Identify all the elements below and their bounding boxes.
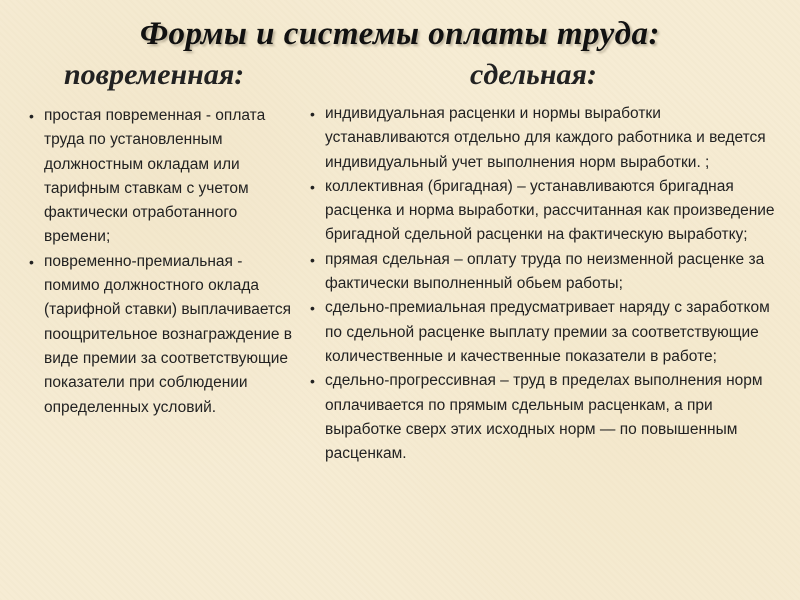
slide-title: Формы и системы оплаты труда: [140,16,660,52]
list-item: • сдельно-премиальная предусматривает наряду с заработком по сдельной расценке выплату премии за соответствующие количественные и качественные показатели в работе; [309,296,777,369]
time-based-list [28,104,296,420]
list-item: • индивидуальная расценки и нормы выработки устанавливаются отдельно для каждого работника и ведется индивидуальный учет выполнения норм выработки. ; [309,102,777,175]
list-item: • повременно-премиальная - помимо должностного оклада (тарифной ставки) выплачивается поощрительное вознаграждение в виде премии за соответствующие показатели при соблюдении определенных условий. [28,250,296,420]
list-item: • сдельно-прогрессивная – труд в пределах выполнения норм оплачивается по прямым сдельным расценкам, а при выработке сверх этих исходных норм — по повышенным расценкам. [309,369,777,466]
list-item: • простая повременная - оплата труда по установленным должностным окладам или тарифным ставкам с учетом фактически отработанного времени; [28,104,296,250]
list-item: • коллективная (бригадная) – устанавливаются бригадная расценка и норма выработки, рассчитанная как произведение бригадной сдельной расценки на фактическую выработку; [309,175,777,248]
piecework-list [309,102,777,466]
list-item: • прямая сдельная – оплату труда по неизменной расценке за фактически выполненный обьем работы; [309,248,777,297]
piecework-heading: сдельная: [470,58,597,91]
time-based-heading: повременная: [64,58,245,91]
